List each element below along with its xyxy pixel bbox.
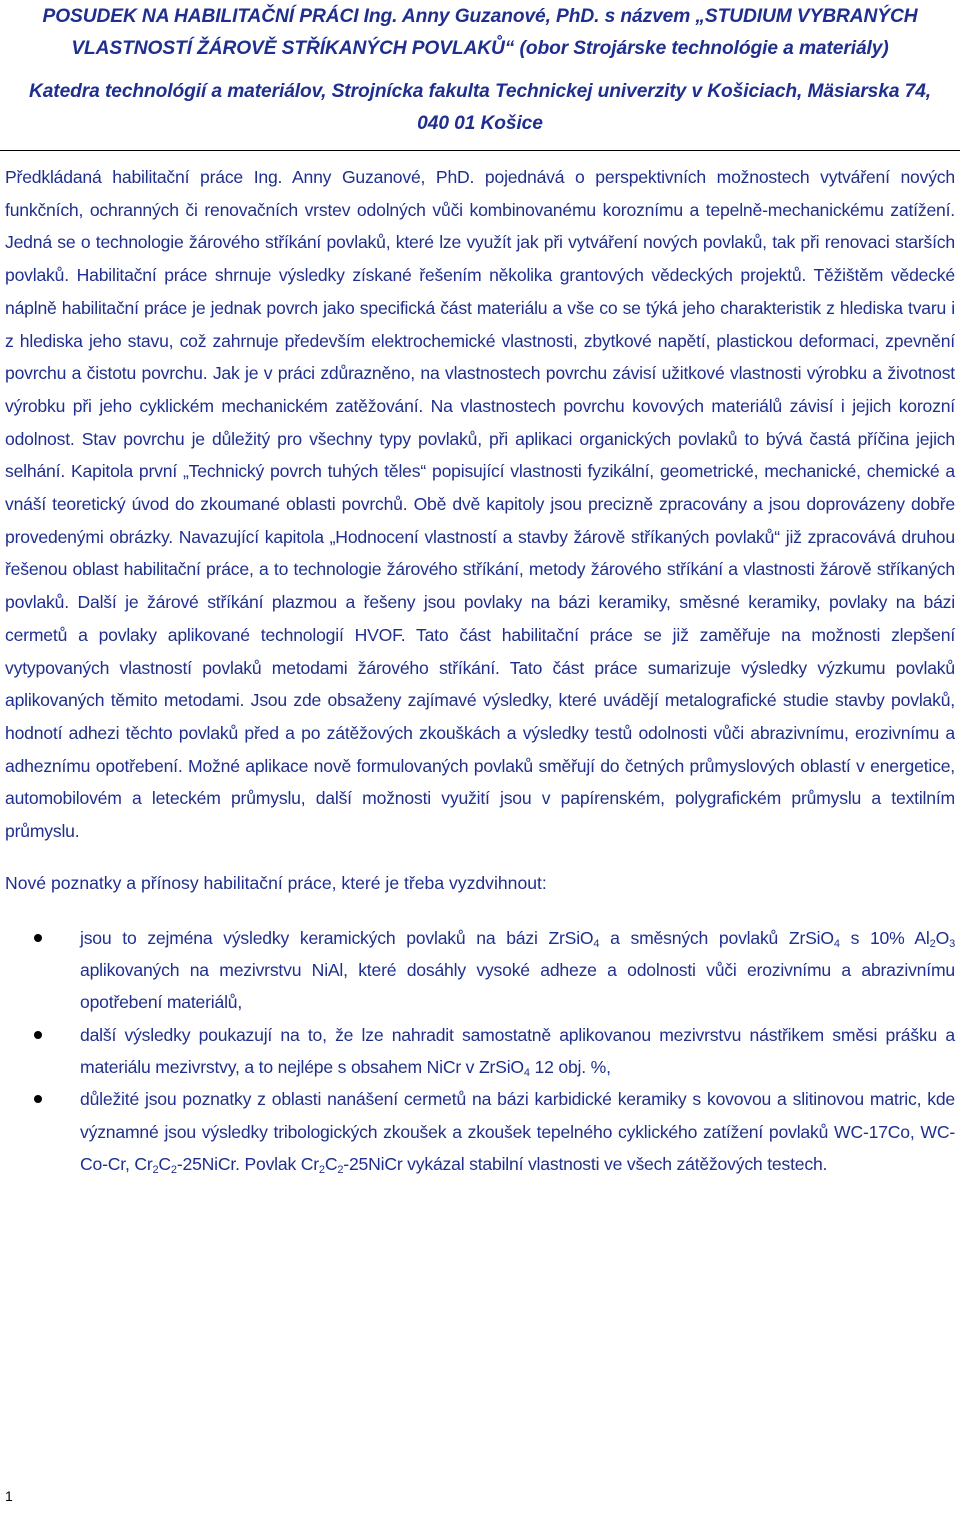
finding-1-text-d: O bbox=[935, 927, 950, 948]
finding-1-sub-2: 4 bbox=[833, 937, 840, 950]
body-sentence-5: Jak je v práci zdůrazněno, na vlastnostech povrchu závisí užitkové vlastnosti výrobku a životnost výrobku při jeho cyklickém mechanickém zatěžování. bbox=[5, 363, 955, 416]
finding-3-sub-4: 2 bbox=[337, 1163, 344, 1176]
bullet-icon bbox=[34, 1095, 42, 1103]
header-department-line-2: 040 01 Košice bbox=[417, 113, 543, 134]
finding-3-text-c: -25NiCr. Povlak Cr bbox=[176, 1153, 319, 1174]
body-sentence-8: Kapitola první „Technický povrch tuhých těles“ popisující vlastnosti fyzikální, geometrické, mechanické, chemické a vnáší teoretický úvod do zkoumané oblasti povrchů. bbox=[5, 461, 955, 515]
body-sentence-2: Jedná se o technologie žárového stříkání povlaků, které lze využít jak při vytváření nových povlaků, tak při renovaci starších povlaků. bbox=[5, 232, 955, 286]
body-sentence-14: Jsou zde obsaženy zajímavé výsledky, které uvádějí metalografické studie stavby povlaků, hodnotí adhezi těchto povlaků před a po zátěžových zkouškách a výsledky testů odolnosti vůči abrazivnímu, erozivnímu a adheznímu opotřebení. bbox=[5, 690, 955, 776]
finding-1-sub-1: 4 bbox=[593, 937, 600, 950]
document-header bbox=[5, 0, 955, 140]
body-sentence-11: Další je žárové stříkání plazmou a řešeny jsou povlaky na bázi keramiky, směsné keramiky, povlaky na bázi cermetů a povlaky aplikované technologií HVOF. bbox=[5, 592, 955, 645]
finding-3-sub-2: 2 bbox=[170, 1163, 177, 1176]
body-sentence-12: Tato část habilitační práce se již zaměřuje na možnosti zlepšení vytypovaných vlastností povlaků metodami žárového stříkání. bbox=[5, 624, 956, 678]
body-sentence-4: Těžištěm vědecké náplně habilitační práce je jednak povrch jako specifická část materiálu a vše co se týká jeho charakteristik z hlediska tvaru i z hlediska jeho stavu, což zahrnuje především elektrochemické vlastnosti, zbytkové napětí, plastickou deformaci, zpevnění povrchu a čistotu povrchu. bbox=[5, 265, 956, 384]
findings-heading: Nové poznatky a přínosy habilitační práce, které je třeba vyzdvihnout: bbox=[5, 872, 547, 893]
finding-1-text-e: aplikovaných na mezivrstvu NiAl, které dosáhly vysoké adheze a odolnosti vůči erozivnímu a abrazivnímu opotřebení materiálů, bbox=[80, 960, 955, 1013]
finding-item-1 bbox=[80, 922, 955, 1019]
review-paragraph bbox=[5, 161, 955, 848]
finding-2-text-b: 12 obj. %, bbox=[529, 1056, 611, 1077]
bullet-icon bbox=[34, 1031, 42, 1039]
body-sentence-9: Obě dvě kapitoly jsou precizně zpracovány a jsou doprovázeny dobře provedenými obrázky. bbox=[5, 494, 955, 547]
finding-1-sub-4: 3 bbox=[949, 937, 955, 950]
finding-1-text-c: s 10% Al bbox=[839, 927, 930, 948]
header-department-line-1: Katedra technológií a materiálov, Strojnícka fakulta Technickej univerzity v Košiciach, Mäsiarska 74, bbox=[28, 81, 932, 102]
finding-item-2 bbox=[80, 1019, 955, 1084]
finding-3-text-d: C bbox=[324, 1153, 338, 1174]
header-title-line-1: POSUDEK NA HABILITAČNÍ PRÁCI Ing. Anny Guzanové, PhD. s názvem „STUDIUM VYBRANÝCH bbox=[42, 6, 918, 27]
finding-1-sub-3: 2 bbox=[929, 937, 936, 950]
findings-list bbox=[5, 922, 955, 1180]
review-body bbox=[5, 161, 955, 848]
body-sentence-10: Navazující kapitola „Hodnocení vlastností a stavby žárově stříkaných povlaků“ již zpracovává druhou řešenou oblast habilitační práce, a to technologie žárového stříkání, metody žárového stříkání a vlastnosti žárově stříkaných povlaků. bbox=[5, 526, 955, 613]
finding-3-sub-3: 2 bbox=[318, 1163, 325, 1176]
bullet-icon bbox=[34, 934, 42, 942]
finding-3-text-e: -25NiCr vykázal stabilní vlastnosti ve všech zátěžových testech. bbox=[343, 1153, 828, 1174]
body-sentence-7: Stav povrchu je důležitý pro všechny typy povlaků, při aplikaci organických povlaků to bývá častá příčina jejich selhání. bbox=[5, 428, 955, 482]
body-sentence-6: Na vlastnostech povrchu kovových materiálů závisí i jejich korozní odolnost. bbox=[5, 395, 955, 449]
body-sentence-3: Habilitační práce shrnuje výsledky získané řešením několika grantových vědeckých projektů. bbox=[68, 265, 807, 286]
finding-2-sub-1: 4 bbox=[523, 1066, 530, 1079]
finding-1-text-b: a směsných povlaků ZrSiO bbox=[599, 927, 834, 948]
page-number: 1 bbox=[5, 1488, 13, 1504]
body-sentence-15: Možné aplikace nově formulovaných povlaků směřují do četných průmyslových oblastí v energetice, automobilovém a leteckém průmyslu, další možnosti využití jsou v papírenském, polygrafickém průmyslu a textilním průmyslu. bbox=[5, 755, 955, 842]
body-sentence-1: Předkládaná habilitační práce Ing. Anny Guzanové, PhD. pojednává o perspektivních možnostech vytváření nových funkčních, ochranných či renovačních vrstev odolných vůči kombinovanému koroznímu a tepelně-mechanickému zatížení. bbox=[5, 167, 955, 220]
finding-item-3 bbox=[80, 1083, 955, 1180]
finding-3-text-a: důležité jsou poznatky z oblasti nanášení cermetů na bázi karbidické keramiky s kovovou a slitinovou matric, kde významné jsou výsledky tribologických zkoušek a zkoušek tepelného cyklického zatížení povlaků WC-17Co, WC-Co-Cr, Cr bbox=[80, 1089, 955, 1174]
header-title-line-2: VLASTNOSTÍ ŽÁROVĚ STŘÍKANÝCH POVLAKŮ“ (obor Strojárske technológie a materiály) bbox=[71, 38, 889, 59]
body-sentence-13: Tato část práce sumarizuje výsledky výzkumu povlaků aplikovaných těmito metodami. bbox=[5, 657, 955, 711]
finding-3-text-b: C bbox=[158, 1153, 171, 1174]
header-divider bbox=[0, 150, 960, 151]
finding-1-text-a: jsou to zejména výsledky keramických povlaků na bázi ZrSiO bbox=[80, 927, 594, 948]
finding-2-text-a: další výsledky poukazují na to, že lze nahradit samostatně aplikovanou mezivrstvu nástřikem směsi prášku a materiálu mezivrstvy, a to nejlépe s obsahem NiCr v ZrSiO bbox=[80, 1024, 955, 1077]
finding-3-sub-1: 2 bbox=[152, 1163, 159, 1176]
